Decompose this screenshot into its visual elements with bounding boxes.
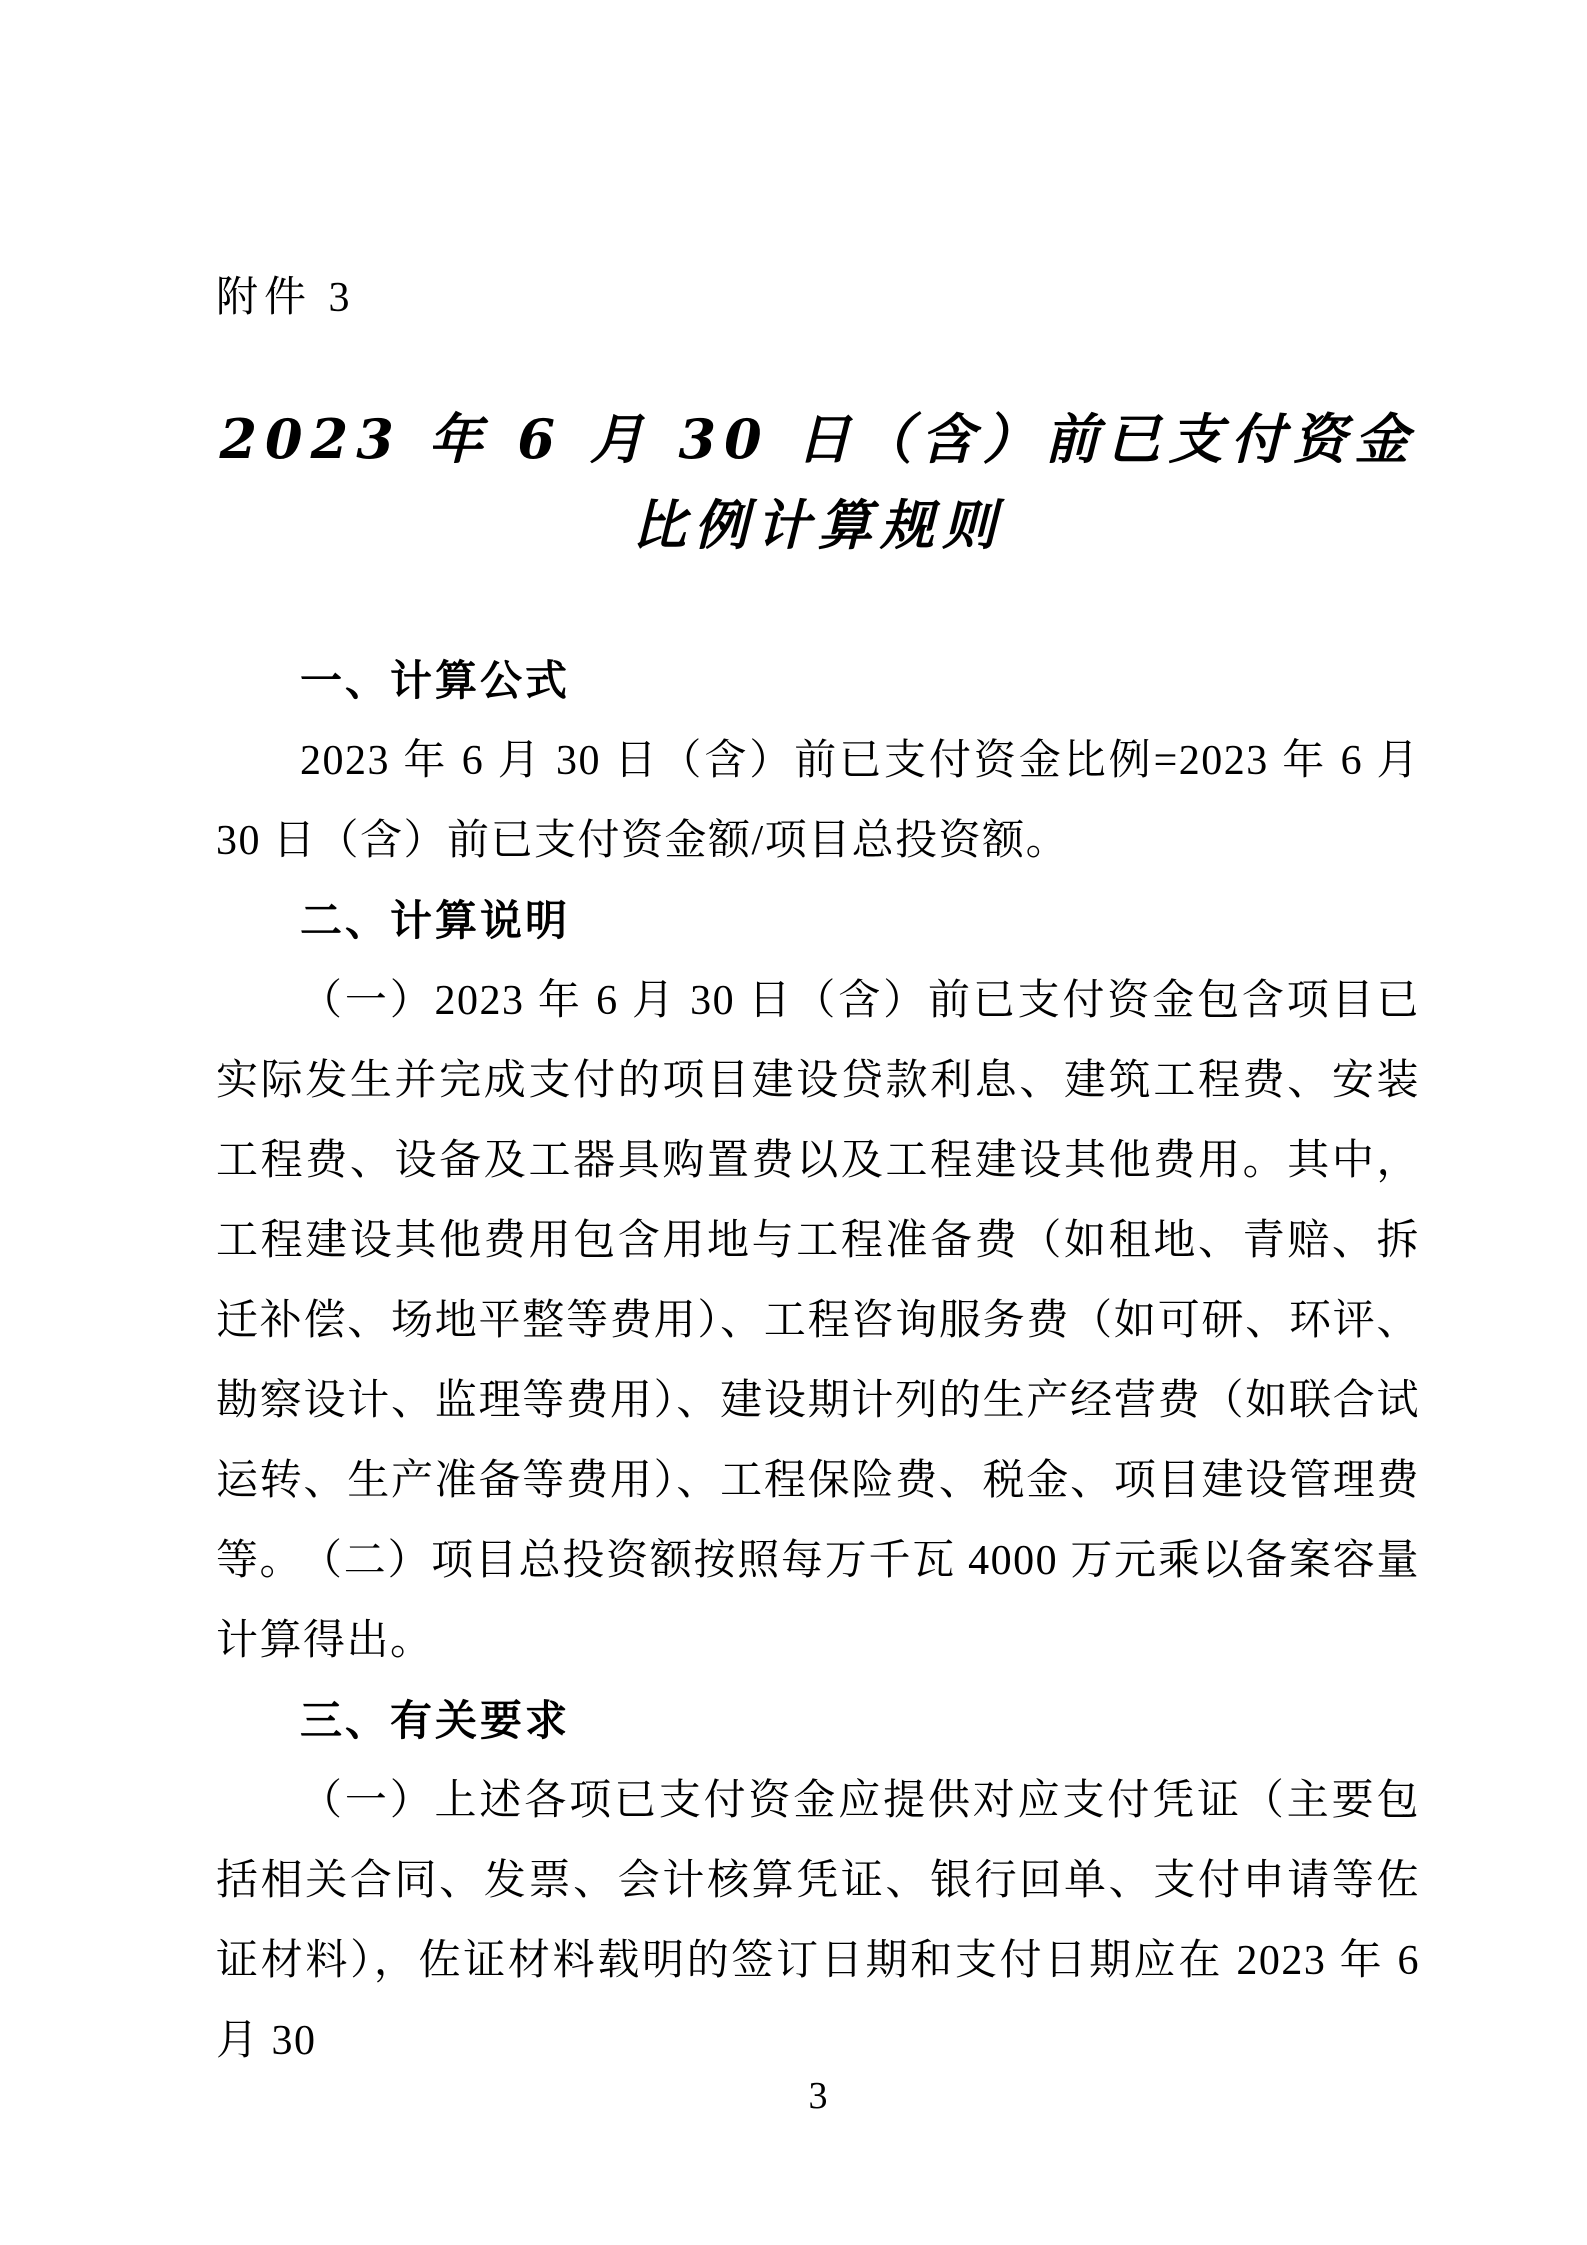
document-title-line-1: 2023 年 6 月 30 日（含）前已支付资金 xyxy=(219,407,1417,471)
paragraph-explanation-item-1: （一）2023 年 6 月 30 日（含）前已支付资金包含项目已实际发生并完成支付的项目建设贷款利息、建筑工程费、安装工程费、设备及工器具购置费以及工程建设其他费用。其中，工程建设其他费用包含用地与工程准备费（如租地、青赔、拆迁补偿、场地平整等费用）、工程咨询服务费（如可研、环评、勘察设计、监理等费用）、建设期计列的生产经营费（如联合试运转、生产准备等费用）、工程保险费、税金、项目建设管理费等。 xyxy=(216,978,1420,1584)
section-heading-calculation-explanation: 二、计算说明 xyxy=(300,897,571,944)
document-title xyxy=(216,396,1420,568)
paragraph-requirements-item-1: （一）上述各项已支付资金应提供对应支付凭证（主要包括相关合同、发票、会计核算凭证、银行回单、支付申请等佐证材料），佐证材料载明的签订日期和支付日期应在 2023 年 6 月 30 xyxy=(216,1778,1420,2064)
section-heading-requirements: 三、有关要求 xyxy=(300,1697,571,1744)
paragraph-explanation-item-2: （二）项目总投资额按照每万千瓦 4000 万元乘以备案容量计算得出。 xyxy=(216,1538,1420,1664)
document-title-line-2: 比例计算规则 xyxy=(632,493,1004,557)
section-heading-calculation-formula: 一、计算公式 xyxy=(300,657,571,704)
page-number: 3 xyxy=(808,2075,828,2117)
paragraph-calculation-formula: 2023 年 6 月 30 日（含）前已支付资金比例=2023 年 6 月 30 日（含）前已支付资金额/项目总投资额。 xyxy=(216,738,1420,864)
attachment-label: 附件 3 xyxy=(216,275,356,321)
